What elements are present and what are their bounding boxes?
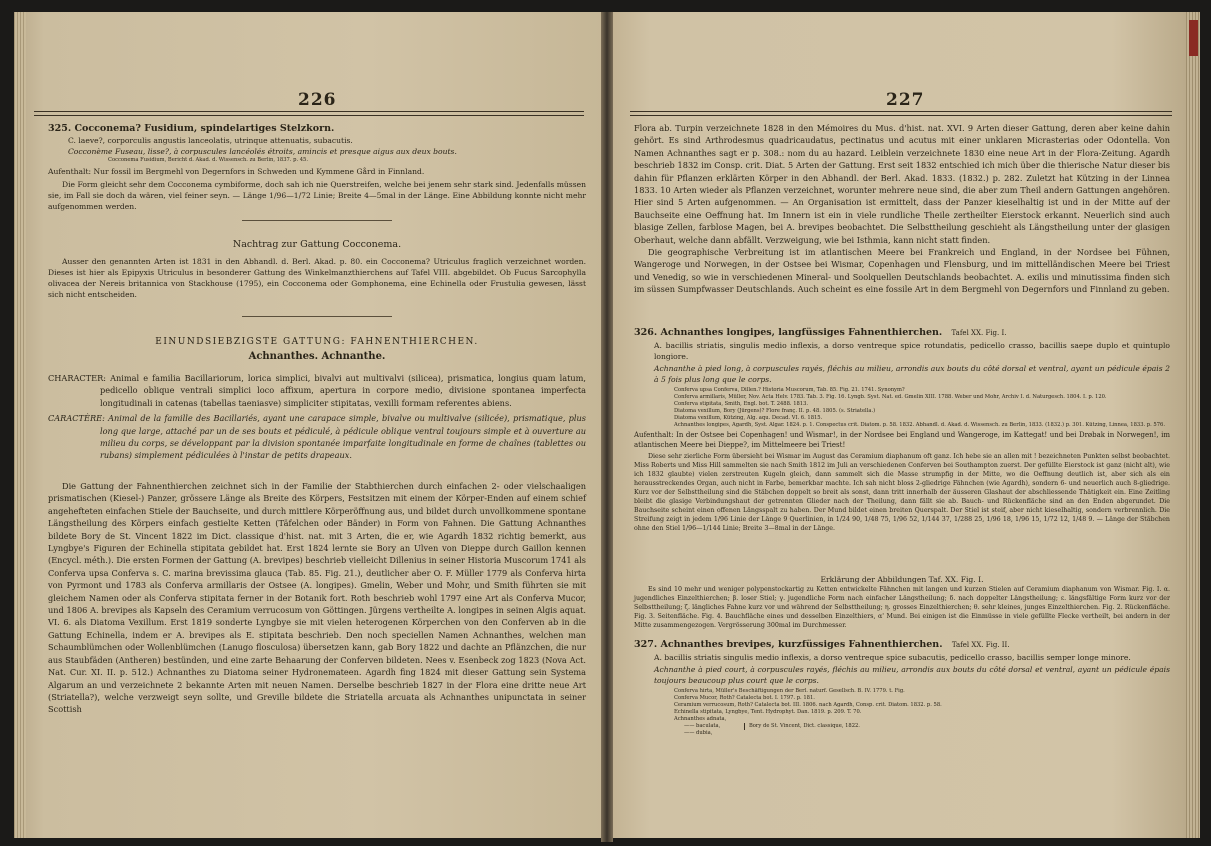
genus-subheading: Achnanthes. Achnanthe. bbox=[248, 351, 386, 362]
page-number-left: 226 bbox=[298, 90, 337, 110]
section-326-references bbox=[634, 387, 1170, 429]
erklaerung-title: Erklärung der Abbildungen Taf. XX. Fig. I. bbox=[820, 575, 984, 584]
caractere-label: CARACTÈRE: bbox=[48, 413, 105, 424]
section-326-title: 326. Achnanthes longipes, langfüssiges Fahnenthierchen. bbox=[634, 327, 943, 338]
reference-line: —— baculata, bbox=[684, 723, 721, 729]
section-327-plate: Tafel XX. Fig. II. bbox=[951, 641, 1010, 649]
bookmark-ribbon bbox=[1189, 20, 1198, 56]
right-page bbox=[610, 12, 1200, 838]
divider-2 bbox=[242, 316, 392, 317]
character-label: CHARACTER: bbox=[48, 373, 107, 383]
page-number-right: 227 bbox=[886, 90, 925, 110]
reference-line: Conferva stipitata, Smith, Engl. bot. T. 2488. 1813. bbox=[674, 401, 809, 407]
character-text: Animal e familia Bacillariorum, lorica simplici, bivalvi aut multivalvi (silicea), prismatica, longius quam latum, pedicello oblique ventrali simplici loco affixum, apertura in corpore medio, divisione spontanea imperfecta longitudinali in catenas (tabellas taeniasve) simpliciter stipitatas, vexilli formam referentes abiens. bbox=[100, 373, 587, 408]
nachtrag-body: Ausser den genannten Arten ist 1831 in den Abhandl. d. Berl. Akad. p. 80. ein Cocconema? Utriculus fraglich verzeichnet worden. Dieses ist hier als Epipyxis Utriculus in besonderer Gattung des Winkelmanzthierchens auf Tafel VIII. abgebildet. Ob Fucus Sarcophylla olivacea der Nereis britannica von Stackhouse (1795), ein Cocconema oder Gomphonema, eine Echinella oder Frustulia gewesen, lässt sich nicht entscheiden. bbox=[48, 257, 586, 299]
reference-line: —— dubia, bbox=[684, 730, 713, 736]
reference-line: Conferva hirta, Müller's Beschäftigungen der Berl. naturf. Gesellsch. B. IV. 1779. t. Fig. bbox=[674, 688, 905, 694]
section-326-french: Achnanthe à pied long, à corpuscules rayés, fléchis au milieu, arrondis aux bouts du côté dorsal et ventral, ayant un pédicule épais 2 à 5 fois plus long que le corps. bbox=[654, 364, 1170, 384]
caractere-text: Animal de la famille des Bacillariés, ayant une carapace simple, bivalve ou multivalve (silicée), prismatique, plus long que large, attaché par un de ses bouts et pédiculé, à pédicule oblique ventral toujours simple et à ouverture au milieu du corps, se développant par la division spontanée imparfaite longitudinale en forme de chaînes (tablettes ou rubans) simplement pédiculées à l'instar de petits drapeaux. bbox=[100, 413, 586, 461]
right-page-content bbox=[634, 98, 1170, 814]
reference-line: Echinella stipitata, Lyngbye, Tent. Hydrophyt. Dan. 1819. p. 209. T. 70. bbox=[674, 709, 862, 715]
reference-line: Conferva armillaris, Müller, Nov. Acta Helv. 1783. Tab. 3. Fig. 16. Lyngb. Syst. Nat. ed. Gmelin XIII. 1788. Weber und Mohr, Archiv I. d. Naturgesch. 1804. I. p. 120. bbox=[674, 394, 1107, 400]
section-326-habitat: Aufenthalt: In der Ostsee bei Copenhagen! und Wismar!, in der Nordsee bei England und Wangeroge, im Kattegat! und bei Drøbak in Norwegen!, im atlantischen Meere bei Dieppe?, im Mittelmeere bei Triest! bbox=[634, 431, 1170, 449]
section-327-title-line bbox=[634, 638, 1170, 652]
left-page-content bbox=[48, 98, 586, 814]
reference-line: Conferva upsa Conferva, Dillen.? Historia Muscorum, Tab. 85. Fig. 21. 1741. Synonym? bbox=[674, 387, 905, 393]
right-body-top: Flora ab. Turpin verzeichnete 1828 in den Mémoires du Mus. d'hist. nat. XVI. 9 Arten dieser Gattung, deren aber keine dahin gehört. Es sind Arthrodesmus quadricaudatus, pectinatus und acutus mit einer unklaren Micrasterias oder Odontella. Von Namen Achnanthes sagt er p. 308.: nom du au hazard. Leiblein verzeichnete 1830 eine neue Art in der Flora-Zeitung. Agardh beschrieb 1832 im Consp. crit. Diat. 5 Arten der Gattung. Erst seit 1832 entschied ich mich über die thierische Natur dieser bis dahin für Pflanzen erklärten Körper in den Abhandl. der Berl. Akad. 1833. (1832.) p. 282. Zuletzt hat Kützing in der Linnea 1833. 10 Arten wieder als Pflanzen verzeichnet, worunter mehrere neue sind, die aber zum Theil andern Gattungen angehören. Hier sind 5 Arten aufgenommen. — An Organisation ist ermittelt, dass der Panzer kieselhaltig ist und in der Mitte auf der Bauchseite eine Oeffnung hat. Im Innern ist ein in viele rundliche Theile zertheilter Eierstock erkannt. Neuerlich sind auch blasige Zellen, farblose Magen, bei A. brevipes beobachtet. Die Selbsttheilung geschieht als Längstheilung unter der glasigen Oberhaut, welche dann abfällt. Verzweigung, wie bei Isthmia, kann nicht statt finden. bbox=[634, 123, 1170, 245]
section-325-habitat: Aufenthalt: Nur fossil im Bergmehl von Degernfors in Schweden und Kymmene Gård in Finnland. bbox=[48, 167, 425, 176]
reference-line: Achnanthes adnata, bbox=[674, 716, 727, 722]
section-327-title: 327. Achnanthes brevipes, kurzfüssiges Fahnenthierchen. bbox=[634, 639, 943, 650]
divider-1 bbox=[242, 220, 392, 221]
character-block bbox=[48, 372, 586, 409]
section-327-references bbox=[634, 688, 1170, 737]
book-spread bbox=[14, 12, 1200, 842]
section-325-title: 325. Cocconema? Fusidium, spindelartiges Stelzkorn. bbox=[48, 123, 335, 134]
erklaerung-body: Es sind 10 mehr und weniger polypenstockartig zu Ketten entwickelte Fähnchen mit langen und kurzen Stielen auf Ceramium diaphanum von Wismar. Fig. I. α. jugendliches Einzelthierchen; β. loser Stiel; γ. jugendliche Form nach einfacher Längstheilung; δ. nach doppelter Längstheilung; ε. längsfältige Form kurz vor der Selbsttheilung; ζ. längliches Fahne kurz vor und während der Selbsttheilung; η. grosses Einzelthierchen; θ. sehr kleines, junges Einzelthierchen. Fig. 2. Rückenfläche. Fig. 3. Seitenfläche. Fig. 4. Bauchfläche eines und desselben Einzelthiers, α' Mund. Bei einigen ist die Einmüsse in viele gefüllte Flecke vertheilt, bei andern in der Mitte zusammengezogen. Vergrösserung 300mal im Durchmesser. bbox=[634, 586, 1170, 629]
reference-line: Achnanthes longipes, Agardh, Syst. Algar. 1824. p. 1. Conspectus crit. Diatom. p. 58. 1832. Abhandl. d. Akad. d. Wissensch. zu Berlin, 1833. (1832.) p. 301. Kützing, Linnea, 1833. p. 576. bbox=[674, 422, 1165, 428]
section-325-latin: C. laeve?, corporculis angustis lanceolatis, utrinque attenuatis, subacutis. bbox=[68, 136, 353, 145]
reference-line: Ceramium verrucosum, Roth? Catalecta bot. III. 1806. nach Agardh, Consp. crit. Diatom. 1832. p. 58. bbox=[674, 702, 942, 708]
genus-heading: EINUNDSIEBZIGSTE GATTUNG: FAHNENTHIERCHEN. bbox=[155, 337, 479, 347]
section-325-body: Die Form gleicht sehr dem Cocconema cymbiforme, doch sah ich nie Querstreifen, welche bei jenem sehr stark sind. Jedenfalls müssen sie, im Fall sie doch da wären, viel feiner seyn. — Länge 1/96—1/72 Linie; Breite 4—5mal in der Länge. Eine Abbildung konnte nicht mehr aufgenommen werden. bbox=[48, 180, 586, 211]
section-326-body: Diese sehr zierliche Form übersieht bei Wismar im August das Ceramium diaphanum oft ganz. Ich hebe sie an allen mit ! bezeichneten Punkten selbst beobachtet. Miss Roberts und Miss Hill sammelten sie nach Smith 1812 im Juli an verschiedenen Conferven bei Southampton zuerst. Der gefüllte Eierstock ist ganz (nicht alt), wie ich 1832 glaubte) vielen zerstreuten Kugeln gleich, dann sammelt sich die Masse strumpfig in der Mitte, wo die Oeffnung deutlich ist, aber sich als ein herausstreckendes Organ, auch nicht in Farbe, bemerkbar machte. Ich sah nicht bloss 2-gliedrige Fähnchen (wie Agardh), sondern 6- und neuerlich auch 8-gliedrige. Kurz vor der Selbsttheilung sind die Stäbchen doppelt so breit als sonst, dann tritt innerhalb der äusseren Glashaut der abschliessende Thätigkeit ein. Eine Zeitling bleibt die glasige Verbindungshaut der getrennten Glieder nach der Theilung, dann fällt sie ab. Bauch- und Rückenfläche sind an den Enden abgerundet. Die Bauchseite scheint einen offenen Längsspalt zu haben. Der Mund bildet einen breiten Querspalt. Der Stiel ist steif, aber nicht kieselhaltig, sondern verbrennlich. Die Streifung zeigt in jedem 1/96 Linie der Länge 9 Querlinien, in 1/24 90, 1/48 75, 1/96 52, 1/144 37, 1/288 25, 1/96 18, 1/96 15, 1/72 12, 1/48 9. — Länge der Stäbchen ohne den Stiel 1/96—1/144 Linie; Breite 3—8mal in der Länge. bbox=[634, 453, 1170, 532]
right-page-edge bbox=[1186, 12, 1200, 838]
nachtrag-title: Nachtrag zur Gattung Cocconema. bbox=[232, 239, 402, 250]
reference-line: Diatoma vexillum, Bory (Jürgens)? Flore franç. II. p. 48. 1805. (s. Striatella.) bbox=[674, 408, 876, 414]
section-325-reference: Cocconema Fusidium, Bericht d. Akad. d. Wissensch. zu Berlin, 1837. p. 45. bbox=[108, 157, 308, 163]
reference-brace-text: Bory de St. Vincent, Dict. classique, 1822. bbox=[744, 723, 860, 730]
left-page bbox=[14, 12, 604, 838]
section-327-french: Achnanthe à pied court, à corpuscules rayés, fléchis au milieu, arrondis aux bouts du côté dorsal et ventral, ayant un pédicule épais toujours beaucoup plus court que le corps. bbox=[654, 665, 1170, 685]
right-body-geography: Die geographische Verbreitung ist im atlantischen Meere bei Frankreich und England, in der Nordsee bei Fühnen, Wangeroge und Norwegen, in der Ostsee bei Wismar, Copenhagen und Flensburg, und im mittelländischen Meere bei Triest und Venedig, so wie in verschiedenen Mineral- und Soolquellen Deutschlands beobachtet. A. exilis und minutissima finden sich im süssen Sumpfwasser Deutschlands. Auch scheint es eine fossile Art in dem Bergmehl von Degernfors und Finnland zu geben. bbox=[634, 247, 1170, 295]
caractere-block bbox=[48, 412, 586, 462]
section-326-latin: A. bacillis striatis, singulis medio inflexis, a dorso ventreque spice rotundatis, pedicello crasso, bacillis saepe duplo et quintuplo longiore. bbox=[654, 341, 1170, 361]
section-327-latin: A. bacillis striatis singulis medio inflexis, a dorso ventreque spice subacutis, pedicello crasso, bacillis semper longe minore. bbox=[654, 653, 1131, 662]
section-325-french: Cocconème Fuseau, lisse?, à corpuscules lancéolés étroits, amincis et presque aigus aux deux bouts. bbox=[68, 147, 457, 156]
reference-line: Conferva Mucor, Roth? Catalecta bot. I. 1797. p. 181. bbox=[674, 695, 815, 701]
left-page-edge bbox=[14, 12, 26, 838]
book-gutter bbox=[601, 12, 613, 842]
reference-line: Diatoma vexillum, Kützing, Alg. aqu. Decad. VI. 6. 1815. bbox=[674, 415, 823, 421]
section-326-plate: Tafel XX. Fig. I. bbox=[951, 329, 1007, 337]
section-326-title-line bbox=[634, 326, 1170, 340]
genus-body: Die Gattung der Fahnenthierchen zeichnet sich in der Familie der Stabthierchen durch einfachen 2- oder vielschaaligen prismatischen (Kiesel-) Panzer, grössere Länge als Breite des Körpers, Festsitzen mit einem der Körper-Enden auf einem schief angehefteten einfachen Stiele der Bauchseite, und durch mittlere Körperöffnung aus, und bildet durch unvollkommene spontane Längstheilung des Körpers einfach gestielte Ketten (Täfelchen oder Bänder) in Form von Fahnen. Die Gattung Achnanthes bildete Bory de St. Vincent 1822 im Dict. classique d'hist. nat. mit 3 Arten, die er, wie Agardh 1832 richtig bemerkt, aus Lyngbye's Figuren der Echinella stipitata gebildet hat. Erst 1824 lernte sie Bory an Ulven von Dieppe durch Gaillon kennen (Encycl. méth.). Die ersten Formen der Gattung (A. brevipes) beschrieb vielleicht Dillenius in seiner Historia Muscorum 1741 als Conferva upsa Conferva s. C. marina brevissima glauca (Tab. 85. Fig. 21.), deutlicher aber O. F. Müller 1779 als Conferva hirta von Pyrmont und 1783 als Conferva armillaris der Ostsee (A. longipes). Gmelin, Weber und Mohr, und Smith führten sie mit gleichem Namen oder als Conferva stipitata ferner in der Botanik fort. Roth beschrieb wohl 1797 eine Art als Conferva Mucor, und 1806 A. brevipes als Kapseln des Ceramium verrucosum von Göttingen. Jürgens vertheilte A. longipes in seinen Algis aquat. VI. 6. als Diatoma Vexillum. Erst 1819 sonderte Lyngbye sie mit vielen heterogenen Körperchen von den Conferven ab in die Gattung Echinella, indem er A. brevipes als E. stipitata beschrieb. Den noch speciellen Namen Achnanthes, welchen man Schaumblümchen oder Wollenblümchen (Lanugo flosculosa) übersetzen kann, gab Bory 1822 und dachte an Pflänzchen, die nur aus Staubfäden (Antheren) bestünden, und eine zarte Behaarung der Conferven bildeten. Nees v. Esenbeck zog 1823 (Nova Act. Nat. Cur. XI. II. p. 512.) Achnanthes zu Diatoma seiner Hydronemateen. Agardh fing 1824 mit dieser Gattung sein Systema Algarum an und verzeichnete 2 bekannte Arten mit neuen Namen. Derselbe beschrieb 1827 in der Flora eine dritte neue Art (Striatella?), welche verzweigt seyn sollte, und Greville bildete die Striatella arcuata als Achnanthes unipunctata in seiner Scottish bbox=[48, 481, 586, 715]
